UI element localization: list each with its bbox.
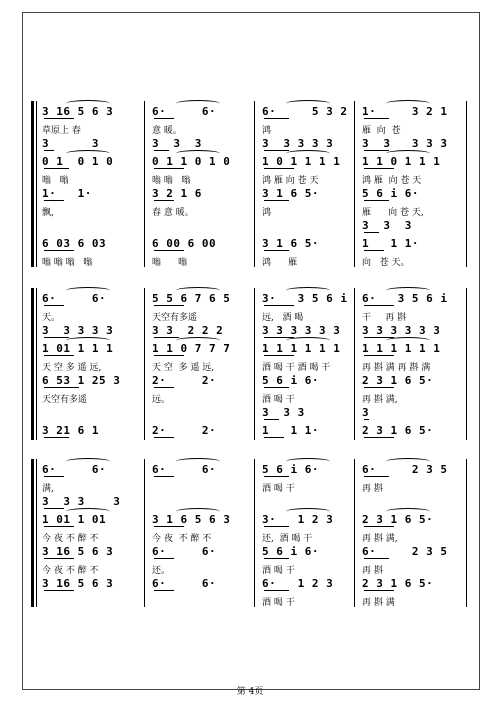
notation-row [38, 495, 468, 509]
beam-underline [264, 437, 284, 438]
measure-lyrics: 嗡 嗡 [42, 176, 69, 186]
measure-lyrics: 天空有多遥 [152, 313, 198, 323]
measure-notes: 6 00 6 00 [152, 237, 217, 250]
system-start-line [36, 459, 37, 607]
system-bracket [31, 459, 34, 607]
measure-notes: 1 01 1 01 [42, 513, 107, 526]
slur-arc [176, 508, 220, 515]
measure-lyrics: 远, 酒 喝 [262, 313, 304, 323]
slur-arc [176, 100, 220, 107]
bar-line [354, 101, 355, 267]
beam-underline [264, 150, 289, 151]
bar-line [466, 101, 467, 267]
beam-underline [264, 168, 294, 169]
beam-underline [364, 168, 394, 169]
measure-lyrics: 酒 喝 干 酒 喝 干 [262, 363, 331, 373]
beam-underline [154, 200, 174, 201]
measure-notes: 3 16 5 6 3 [42, 545, 114, 558]
slur-arc [176, 458, 220, 465]
beam-underline [154, 305, 184, 306]
measure-notes: 2 3 1 6 5· [362, 577, 434, 590]
beam-underline [264, 476, 289, 477]
beam-underline [364, 526, 394, 527]
measure-notes: 6 03 6 03 [42, 237, 107, 250]
beam-underline [264, 355, 294, 356]
beam-underline [44, 437, 69, 438]
beam-underline [154, 526, 184, 527]
notation-row [38, 219, 468, 233]
notation-row [38, 406, 468, 420]
slur-arc [386, 100, 430, 107]
measure-notes: 2· 2· [152, 374, 217, 387]
bar-line [466, 459, 467, 607]
measure-notes: 3 16 5 6 3 [42, 577, 114, 590]
measure-lyrics: 远。 [152, 395, 171, 405]
beam-underline [364, 558, 389, 559]
beam-underline [154, 250, 184, 251]
measure-notes: 3 16 5 6 3 [42, 105, 114, 118]
notation-row [38, 237, 468, 251]
measure-notes: 1 1 0 7 7 7 [152, 342, 231, 355]
measure-lyrics: 天 空 多 遥 远, [152, 363, 215, 373]
slur-arc [286, 287, 330, 294]
measure-notes: 1· 1· [42, 187, 92, 200]
measure-lyrics: 嗡 嗡 [152, 258, 188, 268]
bar-line [144, 101, 145, 267]
slur-arc [66, 150, 110, 157]
measure-notes: 6· 6· [42, 292, 107, 305]
slur-arc [386, 458, 430, 465]
bar-line [354, 459, 355, 607]
bar-line [144, 459, 145, 607]
measure-lyrics: 干 再 斟 [362, 313, 407, 323]
beam-underline [44, 476, 64, 477]
beam-underline [44, 337, 69, 338]
slur-arc [286, 150, 330, 157]
notation-row [38, 424, 468, 438]
measure-lyrics: 草原上 春 [42, 126, 81, 136]
measure-notes: 1· 3 2 1 [362, 105, 448, 118]
slur-arc [176, 150, 220, 157]
measure-lyrics: 嗡 嗡 嗡 [152, 176, 191, 186]
notation-row [38, 463, 468, 477]
lyric-row [38, 360, 468, 372]
measure-notes: 5 5 6 7 6 5 [152, 292, 231, 305]
system-start-line [36, 101, 37, 267]
beam-underline [44, 355, 74, 356]
measure-notes: 5 6 i 6· [262, 545, 319, 558]
measure-notes: 3 3 3 3 [42, 495, 121, 508]
measure-lyrics: 天 空 多 遥 远, [42, 363, 102, 373]
lyric-row [38, 531, 468, 543]
lyric-row [38, 595, 468, 607]
slur-arc [386, 508, 430, 515]
measure-notes: 3 1 6 5· [262, 237, 319, 250]
notation-row [38, 342, 468, 356]
measure-notes: 3 3 [42, 137, 99, 150]
beam-underline [44, 118, 74, 119]
measure-notes: 1 1 1 1 1 1 [362, 342, 441, 355]
measure-notes: 1 1 1· [262, 424, 319, 437]
measure-lyrics: 酒 喝 干 [262, 598, 295, 608]
measure-notes: 3 3 3 [362, 219, 412, 232]
measure-lyrics: 天。 [42, 313, 61, 323]
measure-notes: 3 3 3 3 3 3 [362, 324, 441, 337]
measure-notes: 2 3 1 6 5· [362, 374, 434, 387]
slur-arc [386, 337, 430, 344]
lyric-row [38, 563, 468, 575]
measure-notes: 6· 2 3 5 [362, 463, 448, 476]
measure-notes: 3 3 3 3 3 [42, 324, 114, 337]
system-bracket [31, 288, 34, 440]
beam-underline [154, 337, 179, 338]
lyric-row [38, 123, 468, 135]
slur-arc [176, 337, 220, 344]
beam-underline [154, 168, 184, 169]
measure-lyrics: 再 斟 [362, 566, 383, 576]
measure-lyrics: 鸿 雁 向 苍 天 [262, 176, 319, 186]
measure-lyrics: 鸿 [262, 208, 272, 218]
measure-lyrics: 今 夜 不 醉 不 [42, 534, 99, 544]
beam-underline [44, 200, 64, 201]
bar-line [354, 288, 355, 440]
beam-underline [364, 437, 394, 438]
slur-arc [66, 508, 110, 515]
measure-notes: 3 3 3 3 3 [262, 137, 334, 150]
measure-notes: 6· 5 3 2 [262, 105, 348, 118]
beam-underline [44, 150, 54, 151]
measure-notes: 1 1 0 1 1 1 [362, 155, 441, 168]
system-start-line [36, 288, 37, 440]
measure-notes: 3 2 1 6 [152, 187, 202, 200]
measure-lyrics: 再 斟 满, [362, 534, 398, 544]
slur-arc [386, 150, 430, 157]
measure-notes: 6· 6· [42, 463, 107, 476]
measure-notes: 6· 6· [152, 545, 217, 558]
measure-notes: 3 3 3 3 3 3 [262, 324, 341, 337]
beam-underline [44, 508, 64, 509]
measure-notes: 5 6 i 6· [262, 463, 319, 476]
slur-arc [176, 287, 220, 294]
beam-underline [264, 200, 289, 201]
lyric-row [38, 205, 468, 217]
measure-notes: 6· 6· [152, 105, 217, 118]
measure-notes: 6· 3 5 6 i [362, 292, 448, 305]
beam-underline [364, 590, 394, 591]
measure-lyrics: 再 斟 [362, 484, 383, 494]
measure-notes: 0 1 0 1 0 [42, 155, 114, 168]
notation-row [38, 137, 468, 151]
measure-notes: 2· 2· [152, 424, 217, 437]
beam-underline [364, 150, 389, 151]
notation-row [38, 155, 468, 169]
beam-underline [44, 590, 74, 591]
beam-underline [264, 118, 289, 119]
notation-row [38, 513, 468, 527]
measure-notes: 6· 1 2 3 [262, 577, 334, 590]
beam-underline [264, 558, 289, 559]
lyric-row [38, 481, 468, 493]
measure-lyrics: 今 夜 不 醉 不 [42, 566, 99, 576]
measure-lyrics: 酒 喝 干 [262, 566, 295, 576]
measure-notes: 3 3 3 3 3 [362, 137, 448, 150]
beam-underline [44, 250, 74, 251]
measure-notes: 5 6 i 6· [362, 187, 419, 200]
measure-notes: 3 1 6 5 6 3 [152, 513, 231, 526]
beam-underline [364, 419, 369, 420]
slur-arc [286, 337, 330, 344]
measure-notes: 3 3 3 [262, 406, 305, 419]
beam-underline [264, 526, 289, 527]
measure-lyrics: 再 斟 满 再 斟 满 [362, 363, 431, 373]
measure-notes: 5 6 i 6· [262, 374, 319, 387]
notation-row [38, 292, 468, 306]
slur-arc [66, 458, 110, 465]
measure-notes: 1 01 1 1 1 [42, 342, 114, 355]
system-bracket [31, 101, 34, 267]
measure-notes: 6· 6· [152, 463, 217, 476]
measure-notes: 3· 3 5 6 i [262, 292, 348, 305]
measure-notes: 6· 2 3 5 [362, 545, 448, 558]
bar-line [254, 459, 255, 607]
measure-lyrics: 鸿 雁 向 苍 天 [362, 176, 422, 186]
slur-arc [286, 100, 330, 107]
beam-underline [154, 590, 174, 591]
notation-row [38, 105, 468, 119]
bar-line [466, 288, 467, 440]
measure-notes: 1 1 1 1 1 1 [262, 342, 341, 355]
slur-arc [66, 337, 110, 344]
measure-lyrics: 雁 向 苍 [362, 126, 401, 136]
beam-underline [364, 355, 394, 356]
measure-lyrics: 雁 向 苍 天, [362, 208, 424, 218]
measure-lyrics: 鸿 [262, 126, 272, 136]
beam-underline [44, 387, 79, 388]
measure-notes: 6· 6· [152, 577, 217, 590]
bar-line [144, 288, 145, 440]
beam-underline [264, 419, 279, 420]
measure-lyrics: 向 苍 天。 [362, 258, 410, 268]
measure-notes: 3 [362, 406, 370, 419]
measure-notes: 1 1 1· [362, 237, 419, 250]
lyric-row [38, 310, 468, 322]
beam-underline [154, 558, 174, 559]
beam-underline [264, 590, 289, 591]
measure-lyrics: 酒 喝 干 [262, 395, 295, 405]
beam-underline [364, 232, 379, 233]
measure-lyrics: 春 意 暖。 [152, 208, 194, 218]
slur-arc [386, 287, 430, 294]
measure-lyrics: 意 暖。 [152, 126, 182, 136]
measure-lyrics: 再 斟 满 [362, 598, 395, 608]
beam-underline [154, 118, 174, 119]
beam-underline [364, 118, 389, 119]
beam-underline [364, 305, 394, 306]
notation-row [38, 545, 468, 559]
lyric-row [38, 392, 468, 404]
slur-arc [286, 508, 330, 515]
measure-lyrics: 再 斟 满, [362, 395, 398, 405]
notation-row [38, 577, 468, 591]
beam-underline [364, 387, 394, 388]
measure-lyrics: 鸿 雁 [262, 258, 298, 268]
beam-underline [44, 558, 74, 559]
measure-lyrics: 嗡 嗡 嗡 嗡 [42, 258, 93, 268]
beam-underline [44, 305, 64, 306]
measure-lyrics: 今 夜 不 醉 不 [152, 534, 212, 544]
notation-row [38, 374, 468, 388]
beam-underline [364, 250, 384, 251]
beam-underline [154, 476, 174, 477]
notation-row [38, 187, 468, 201]
beam-underline [364, 200, 389, 201]
slur-arc [66, 287, 110, 294]
measure-notes: 6 53 1 25 3 [42, 374, 121, 387]
measure-lyrics: 飘, [42, 208, 54, 218]
bar-line [254, 101, 255, 267]
measure-lyrics: 还, 酒 喝 干 [262, 534, 313, 544]
beam-underline [44, 526, 74, 527]
measure-notes: 2 3 1 6 5· [362, 513, 434, 526]
measure-lyrics: 酒 喝 干 [262, 484, 295, 494]
beam-underline [154, 355, 184, 356]
measure-notes: 3· 1 2 3 [262, 513, 334, 526]
beam-underline [44, 168, 69, 169]
notation-row [38, 324, 468, 338]
beam-underline [264, 387, 289, 388]
measure-lyrics: 还。 [152, 566, 171, 576]
measure-notes: 3 3 2 2 2 [152, 324, 224, 337]
measure-notes: 0 1 1 0 1 0 [152, 155, 231, 168]
beam-underline [264, 250, 289, 251]
measure-notes: 3 21 6 1 [42, 424, 99, 437]
page-number: 第 4页 [236, 687, 264, 697]
lyric-row [38, 255, 468, 267]
beam-underline [154, 387, 174, 388]
beam-underline [154, 150, 169, 151]
lyric-row [38, 173, 468, 185]
measure-notes: 3 1 6 5· [262, 187, 319, 200]
measure-notes: 1 0 1 1 1 1 [262, 155, 341, 168]
beam-underline [154, 437, 174, 438]
measure-notes: 3 3 3 [152, 137, 202, 150]
measure-lyrics: 天空有多遥 [42, 395, 88, 405]
beam-underline [264, 305, 294, 306]
slur-arc [66, 100, 110, 107]
measure-notes: 2 3 1 6 5· [362, 424, 434, 437]
measure-lyrics: 满, [42, 484, 54, 494]
bar-line [254, 288, 255, 440]
beam-underline [364, 476, 389, 477]
slur-arc [286, 458, 330, 465]
